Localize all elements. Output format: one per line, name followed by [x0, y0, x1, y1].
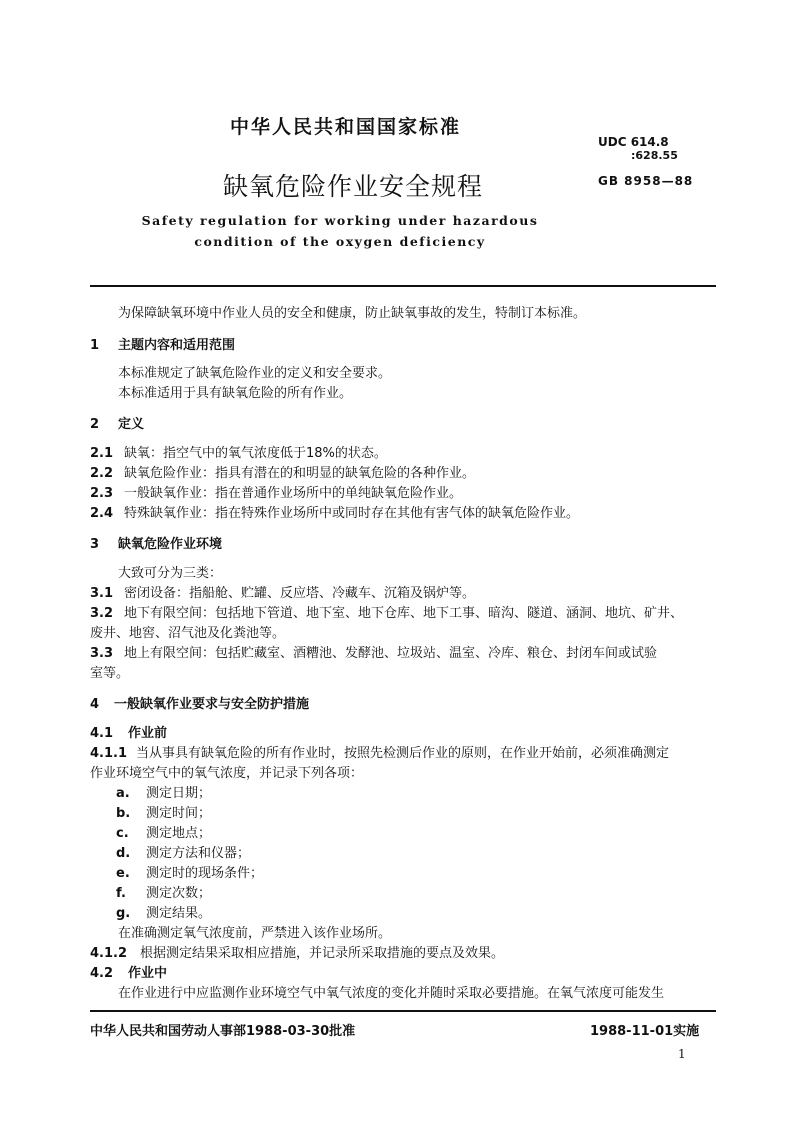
- item-number: 2.1: [90, 446, 114, 461]
- section-1-heading: [90, 334, 235, 353]
- section-title: 一般缺氧作业要求与安全防护措施: [114, 697, 310, 712]
- list-label: c.: [116, 826, 129, 841]
- clause-number: 4.1.2: [90, 946, 128, 961]
- section-number: 4: [90, 697, 100, 712]
- item-number: 3.2: [90, 606, 114, 621]
- section-1-paragraph-2: 本标准适用于具有缺氧危险的所有作业。: [118, 386, 353, 401]
- title-en-line-1: Safety regulation for working under hazardous: [141, 213, 539, 228]
- item-text: 地下有限空间：包括地下管道、地下室、地下仓库、地下工事、暗沟、隧道、涵洞、地坑、矿井、: [124, 606, 684, 621]
- definition-item: [90, 502, 579, 521]
- list-item: [116, 902, 211, 921]
- list-text: 测定日期；: [146, 786, 212, 801]
- section-3-lead: 大致可分为三类：: [118, 566, 223, 581]
- section-1-paragraph-1: 本标准规定了缺氧危险作业的定义和安全要求。: [118, 366, 392, 381]
- section-title: 主题内容和适用范围: [118, 338, 236, 353]
- subsection-title: 作业中: [128, 966, 168, 981]
- item-text: 特殊缺氧作业：指在特殊作业场所中或同时存在其他有害气体的缺氧危险作业。: [124, 506, 580, 521]
- clause-4-1-2: [90, 942, 504, 961]
- list-item: [116, 882, 211, 901]
- list-label: e.: [116, 866, 130, 881]
- udc-code: [598, 136, 678, 162]
- udc-sub: :628.55: [631, 149, 678, 162]
- list-text: 测定次数；: [146, 886, 212, 901]
- item-number: 3.1: [90, 586, 114, 601]
- list-item: [116, 862, 263, 881]
- item-text: 地上有限空间：包括贮藏室、酒糟池、发酵池、垃圾站、温室、冷库、粮仓、封闭车间或试验: [124, 646, 658, 661]
- item-number: 2.4: [90, 506, 114, 521]
- item-text: 一般缺氧作业：指在普通作业场所中的单纯缺氧危险作业。: [124, 486, 463, 501]
- item-text: 缺氧：指空气中的氧气浓度低于18%的状态。: [124, 446, 387, 461]
- list-text: 测定地点；: [146, 826, 212, 841]
- section-number: 3: [90, 537, 100, 552]
- gb-code: GB 8958—88: [598, 174, 694, 188]
- measurement-note: 在准确测定氧气浓度前，严禁进入该作业场所。: [118, 926, 392, 941]
- item-text: 密闭设备：指船舱、贮罐、反应塔、冷藏车、沉箱及锅炉等。: [124, 586, 476, 601]
- clause-4-1-1-continuation: 作业环境空气中的氧气浓度，并记录下列各项：: [90, 766, 364, 781]
- section-number: 1: [90, 338, 100, 353]
- environment-item-continuation: 室等。: [90, 666, 130, 681]
- subsection-number: 4.1: [90, 726, 114, 741]
- item-number: 2.3: [90, 486, 114, 501]
- bottom-divider: [90, 1010, 716, 1012]
- environment-item: [90, 642, 657, 661]
- section-2-heading: [90, 413, 144, 432]
- title-en-line-2: condition of the oxygen deficiency: [194, 234, 486, 249]
- environment-item: [90, 582, 475, 601]
- item-text: 缺氧危险作业：指具有潜在的和明显的缺氧危险的各种作业。: [124, 466, 476, 481]
- list-item: [116, 842, 250, 861]
- subsection-4-2-heading: [90, 962, 167, 981]
- clause-text: 根据测定结果采取相应措施，并记录所采取措施的要点及效果。: [140, 946, 505, 961]
- clause-4-1-1: [90, 742, 669, 761]
- environment-item-continuation: 废井、地窖、沼气池及化粪池等。: [90, 626, 286, 641]
- definition-item: [90, 482, 462, 501]
- list-text: 测定时间；: [146, 806, 212, 821]
- item-number: 3.3: [90, 646, 114, 661]
- list-label: b.: [116, 806, 131, 821]
- section-3-heading: [90, 533, 222, 552]
- list-label: a.: [116, 786, 130, 801]
- list-item: [116, 822, 211, 841]
- document-title-cn: 缺氧危险作业安全规程: [223, 172, 484, 201]
- subsection-title: 作业前: [128, 726, 168, 741]
- page-number: 1: [678, 1047, 686, 1061]
- document-title-en: [120, 210, 560, 252]
- list-item: [116, 782, 211, 801]
- item-number: 2.2: [90, 466, 114, 481]
- list-item: [116, 802, 211, 821]
- list-label: g.: [116, 906, 131, 921]
- intro-paragraph: 为保障缺氧环境中作业人员的安全和健康，防止缺氧事故的发生，特制订本标准。: [118, 306, 587, 321]
- list-text: 测定时的现场条件；: [146, 866, 264, 881]
- section-number: 2: [90, 417, 100, 432]
- list-label: d.: [116, 846, 131, 861]
- subsection-4-2-text: 在作业进行中应监测作业环境空气中氧气浓度的变化并随时采取必要措施。在氧气浓度可能发生: [118, 986, 665, 1001]
- section-4-heading: [90, 693, 309, 712]
- subsection-number: 4.2: [90, 966, 114, 981]
- clause-number: 4.1.1: [90, 746, 128, 761]
- environment-item: [90, 602, 683, 621]
- top-divider: [90, 285, 716, 287]
- list-text: 测定结果。: [146, 906, 212, 921]
- list-label: f.: [116, 886, 126, 901]
- subsection-4-1-heading: [90, 722, 167, 741]
- standard-header: 中华人民共和国国家标准: [230, 116, 462, 138]
- section-title: 缺氧危险作业环境: [118, 537, 223, 552]
- effective-date: 1988-11-01实施: [590, 1024, 700, 1039]
- definition-item: [90, 462, 475, 481]
- clause-text: 当从事具有缺氧危险的所有作业时，按照先检测后作业的原则，在作业开始前，必须准确测定: [136, 746, 670, 761]
- definition-item: [90, 442, 387, 461]
- section-title: 定义: [118, 417, 145, 432]
- list-text: 测定方法和仪器；: [146, 846, 251, 861]
- approval-statement: 中华人民共和国劳动人事部1988-03-30批准: [90, 1024, 356, 1039]
- udc-main: UDC 614.8: [598, 135, 669, 149]
